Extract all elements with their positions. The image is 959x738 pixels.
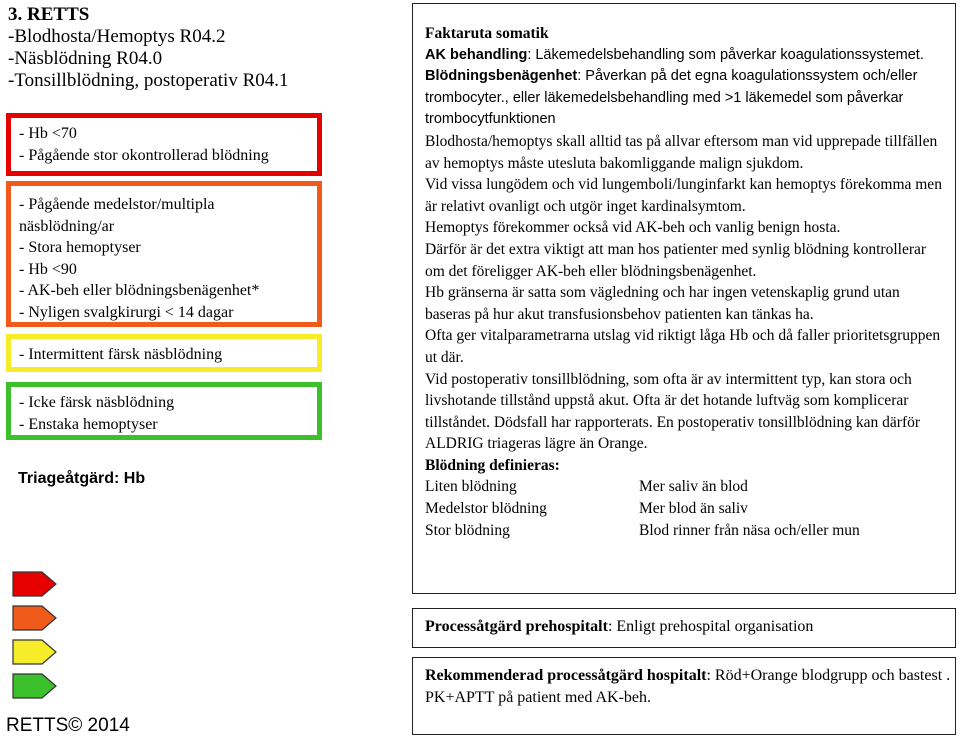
facts-heading: Faktaruta somatik	[425, 25, 549, 42]
orange-criterion: - Pågående medelstor/multipla	[19, 196, 215, 213]
red-criterion: - Pågående stor okontrollerad blödning	[19, 146, 269, 164]
title-heading: 3. RETTS	[8, 4, 90, 25]
red-criterion: - Hb <70	[19, 125, 77, 142]
facts-paragraph: Vid vissa lungödem och vid lungemboli/lunginfarkt kan hemoptys förekomma men är relativt ovanligt och utgör inget kardinalsymtom.	[425, 176, 942, 215]
copyright-notice: RETTS© 2014	[6, 715, 130, 736]
definition-row	[425, 476, 945, 498]
orange-criterion: - Nyligen svalgkirurgi < 14 dagar	[19, 303, 234, 321]
definition-row	[425, 498, 945, 520]
definition-heading: Blödning definieras:	[425, 456, 560, 474]
definition-term: Stor blödning	[425, 521, 510, 539]
definition-desc: Mer blod än saliv	[639, 500, 748, 518]
title-line-nasblodning: -Näsblödning R04.0	[8, 48, 163, 69]
orange-criterion: näsblödning/ar	[19, 217, 115, 235]
process-text: : Enligt prehospital organisation	[607, 618, 814, 635]
bleed-label: Blödningsbenägenhet	[425, 68, 578, 85]
facts-paragraph: Hb gränserna är satta som vägledning och har ingen vetenskaplig grund utan baseras på hur akut transfusionsbehov patienten kan tänkas ha.	[425, 284, 900, 323]
green-criterion: - Icke färsk näsblödning	[19, 394, 175, 411]
facts-paragraph: Hemoptys förekommer också vid AK-beh och vanlig benign hosta.	[425, 219, 841, 237]
title-line-tonsill: -Tonsillblödning, postoperativ R04.1	[8, 70, 289, 91]
facts-paragraph: Blodhosta/hemoptys skall alltid tas på allvar eftersom man vid upprepade tillfällen av hemoptys måste utesluta bakomliggande malign sjukdom.	[425, 132, 938, 172]
facts-paragraph: Ofta ger vitalparametrarna utslag vid riktigt låga Hb och då faller prioritetsgruppen ut där.	[425, 327, 941, 366]
facts-ak-definition	[425, 45, 945, 67]
definition-term: Medelstor blödning	[425, 500, 547, 518]
priority-box-green	[6, 382, 322, 440]
hospital-process-box	[412, 657, 956, 735]
facts-paragraph: Vid postoperativ tonsillblödning, som ofta är av intermittent typ, kan stora och livshotande tillstånd uppstå akut. Ofta är det hotande luftväg som komplicerar tillståndet. Dödsfall har rapporterats. En postoperativ tonsillblödning kan därför ALDRIG triageras lägre än Orange.	[425, 370, 921, 453]
definition-term: Liten blödning	[425, 478, 517, 496]
orange-criterion: - Stora hemoptyser	[19, 239, 141, 256]
priority-box-yellow	[6, 334, 322, 372]
title-line-hemoptys: -Blodhosta/Hemoptys R04.2	[8, 26, 226, 47]
bleed-text: : Påverkan på det egna koagulationssystem och/eller trombocyter.	[425, 68, 918, 106]
ak-label: AK behandling	[425, 46, 528, 63]
green-arrow-icon	[12, 673, 57, 699]
triage-action-label: Triageåtgärd: Hb	[18, 470, 146, 487]
yellow-arrow-icon	[12, 639, 57, 665]
facts-box	[412, 3, 956, 594]
yellow-criterion: - Intermittent färsk näsblödning	[19, 346, 223, 363]
red-arrow-icon	[12, 571, 57, 597]
bleed-text-2: , eller läkemedelsbehandling med >1 läkemedel som påverkar trombocytfunktionen	[425, 89, 904, 128]
definition-row	[425, 520, 945, 542]
process-label: Processåtgärd prehospitalt	[425, 618, 608, 635]
definition-desc: Mer saliv än blod	[639, 478, 748, 496]
recommend-label: Rekommenderad processåtgärd hospitalt	[425, 667, 707, 684]
definition-desc: Blod rinner från näsa och/eller mun	[639, 521, 860, 539]
green-criterion: - Enstaka hemoptyser	[19, 415, 158, 433]
document-title	[8, 4, 388, 92]
recommend-text: : Röd+Orange blodgrupp och bastest . PK+APTT på patient med AK-beh.	[425, 667, 951, 706]
priority-box-red	[6, 113, 322, 176]
facts-paragraph: Därför är det extra viktigt att man hos patienter med synlig blödning kontrollerar om det föreligger AK-beh eller blödningsbenägenhet.	[425, 240, 927, 280]
ak-text: : Läkemedelsbehandling som påverkar koagulationssystemet.	[527, 46, 924, 63]
orange-arrow-icon	[12, 605, 57, 631]
facts-bleed-definition	[425, 66, 945, 131]
priority-box-orange	[6, 181, 322, 327]
orange-criterion: - AK-beh eller blödningsbenägenhet*	[19, 282, 260, 299]
orange-criterion: - Hb <90	[19, 260, 77, 278]
prehospital-process-box	[412, 608, 956, 648]
